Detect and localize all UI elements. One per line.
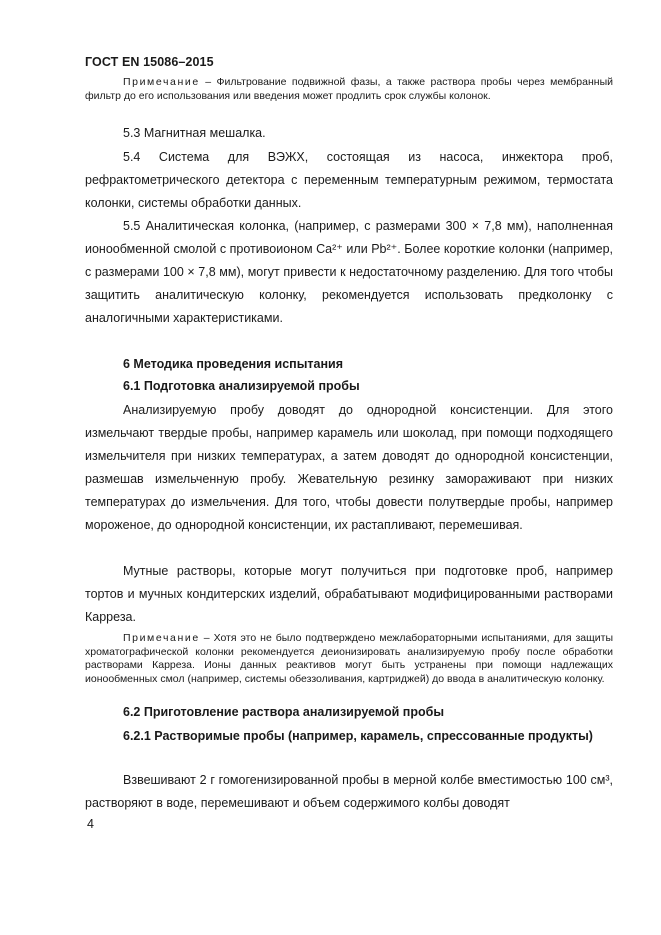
note-text: – Фильтрование подвижной фазы, а также раствора пробы через мембранный фильтр до его использования или введения может продлить срок службы колонок. [85,76,613,102]
section-6-1-heading: 6.1 Подготовка анализируемой пробы [123,379,360,393]
note-label: Примечание [123,632,200,644]
page-number: 4 [87,817,94,831]
document-header: ГОСТ EN 15086–2015 [85,55,214,69]
note-label: Примечание [123,76,200,88]
section-6-2-heading: 6.2 Приготовление раствора анализируемой пробы [123,705,445,719]
paragraph-5-4: 5.4 Система для ВЭЖХ, состоящая из насоса, инжектора проб, рефрактометрического детектора с переменным температурным режимом, термостата колонки, системы обработки данных. [85,150,613,210]
paragraph-6-2-1: Взвешивают 2 г гомогенизированной пробы в мерной колбе вместимостью 100 см³, растворяют в воде, перемешивают и объем содержимого колбы доводят [85,773,613,810]
paragraph-6-1-b: Мутные растворы, которые могут получиться при подготовке проб, например тортов и мучных кондитерских изделий, обрабатывают модифицированными растворами Карреза. [85,564,613,624]
note-filtration [85,76,613,103]
paragraph-5-5: 5.5 Аналитическая колонка, (например, с размерами 300 × 7,8 мм), наполненная ионообменной смолой с противоионом Ca²⁺ или Pb²⁺. Более короткие колонки (например, с размерами 100 × 7,8 мм), могут привести к недостаточному разделению. Для того чтобы защитить аналитическую колонку, рекомендуется использовать предколонку с аналогичными характеристиками. [85,219,613,325]
paragraph-5-3: 5.3 Магнитная мешалка. [123,126,266,140]
section-6-2-1-heading: 6.2.1 Растворимые пробы (например, карамель, спрессованные продукты) [123,729,593,743]
paragraph-6-1-a: Анализируемую пробу доводят до однородной консистенции. Для этого измельчают твердые пробы, например карамель или шоколад, при помощи подходящего измельчителя при низких температурах, а затем доводят до однородной консистенции, размешав измельченную пробу. Жевательную резинку замораживают при низких температурах до измельчения. Для того, чтобы довести полутвердые пробы, например мороженое, до однородной консистенции, их растапливают, перемешивая. [85,403,613,532]
note-text: – Хотя это не было подтверждено межлабораторными испытаниями, для защиты хроматографической колонки рекомендуется деионизировать анализируемую пробу после обработки растворами Карреза. Ионы данных реактивов могут быть устранены при помощи надлежащих ионообменных смол (например, системы обеззоливания, картриджей) до ввода в аналитическую колонку. [85,632,613,685]
section-6-heading: 6 Методика проведения испытания [123,357,343,371]
note-deionization [85,632,613,686]
